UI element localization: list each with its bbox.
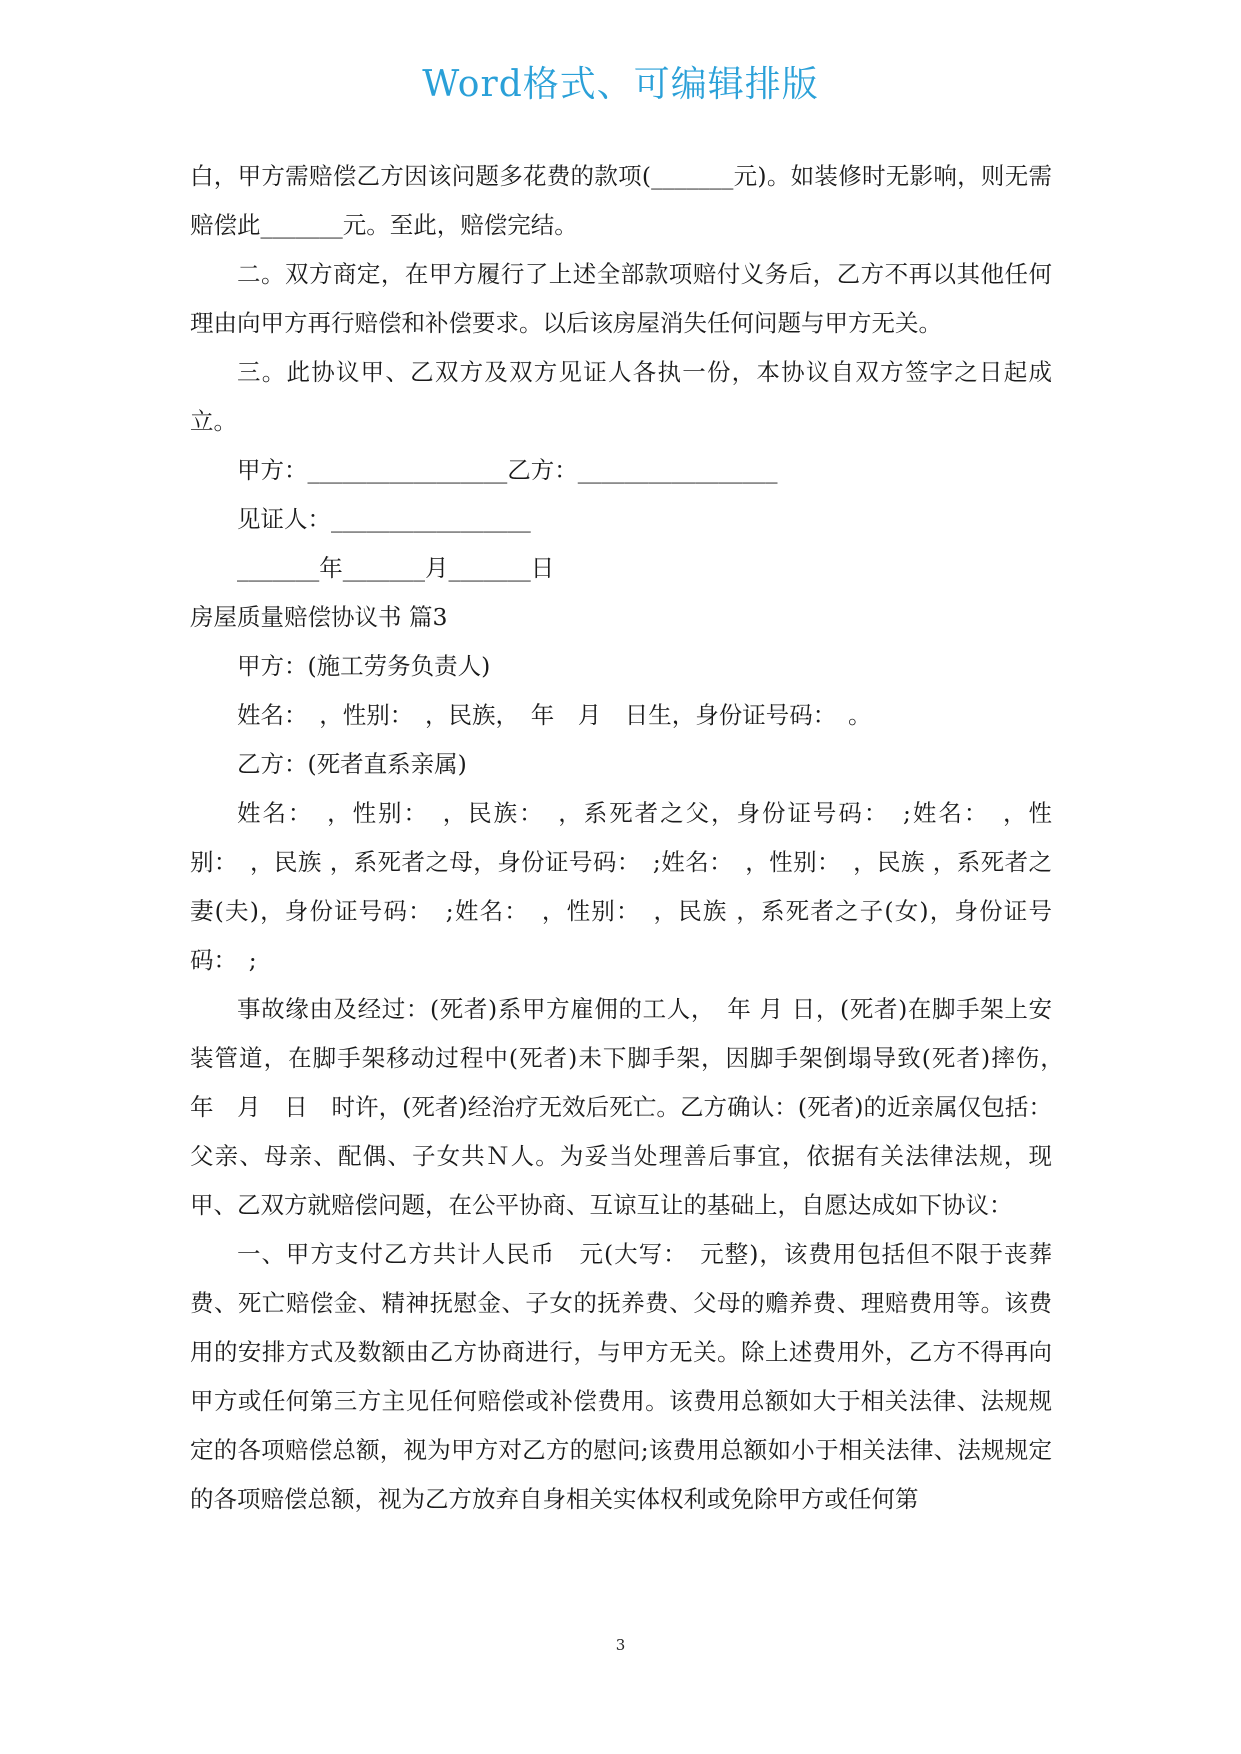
paragraph-clause-one-payment: 一、甲方支付乙方共计人民币 元(大写： 元整)，该费用包括但不限于丧葬费、死亡赔偿金、精神抚慰金、子女的抚养费、父母的赡养费、理赔费用等。该费用的安排方式及数额由乙方协商进行，与甲方无关。除上述费用外，乙方不得再向甲方或任何第三方主见任何赔偿或补偿费用。该费用总额如大于相关法律、法规规定的各项赔偿总额，视为甲方对乙方的慰问;该费用总额如小于相关法律、法规规定的各项赔偿总额，视为乙方放弃自身相关实体权利或免除甲方或任何第 xyxy=(190,1240,1052,1513)
party-a-label: 甲方：(施工劳务负责人) xyxy=(237,652,491,680)
paragraph-accident-details: 事故缘由及经过：(死者)系甲方雇佣的工人， 年 月 日，(死者)在脚手架上安装管道，在脚手架移动过程中(死者)未下脚手架，因脚手架倒塌导致(死者)摔伤， 年 月 日 时许，(死者)经治疗无效后死亡。乙方确认：(死者)的近亲属仅包括：父亲、母亲、配偶、子女共Ｎ人。为妥当处理善后事宜，依据有关法律法规，现甲、乙双方就赔偿问题，在公平协商、互谅互让的基础上，自愿达成如下协议： xyxy=(190,995,1076,1219)
party-a-info: 姓名： ，性别： ，民族， 年 月 日生，身份证号码： 。 xyxy=(237,701,872,729)
document-body xyxy=(190,152,1076,1524)
page-header-title: Word格式、可编辑排版 xyxy=(422,64,819,105)
paragraph-clause-three: 三。此协议甲、乙双方及双方见证人各执一份，本协议自双方签字之日起成立。 xyxy=(190,358,1052,435)
paragraph-clause-two: 二。双方商定，在甲方履行了上述全部款项赔付义务后，乙方不再以其他任何理由向甲方再行赔偿和补偿要求。以后该房屋消失任何问题与甲方无关。 xyxy=(190,260,1052,337)
page-number: 3 xyxy=(615,1636,626,1654)
party-b-label: 乙方：(死者直系亲属) xyxy=(237,750,467,778)
paragraph-compensation-end: 白，甲方需赔偿乙方因该问题多花费的款项(_______元)。如装修时无影响，则无需赔偿此_______元。至此，赔偿完结。 xyxy=(190,162,1052,239)
signature-witness-line: 见证人：_________________ xyxy=(237,505,531,533)
section-heading: 房屋质量赔偿协议书 篇3 xyxy=(190,603,448,631)
signature-party-line: 甲方：_________________乙方：_________________ xyxy=(237,456,778,484)
signature-date-line: _______年_______月_______日 xyxy=(237,554,555,582)
party-b-info: 姓名： ，性别： ，民族： ，系死者之父，身份证号码： ;姓名： ，性别： ，民族 ，系死者之母，身份证号码： ;姓名： ，性别： ，民族 ，系死者之妻(夫)，身份证号码： ;姓名： ，性别： ，民族 ，系死者之子(女)，身份证号码： ; xyxy=(190,799,1052,974)
